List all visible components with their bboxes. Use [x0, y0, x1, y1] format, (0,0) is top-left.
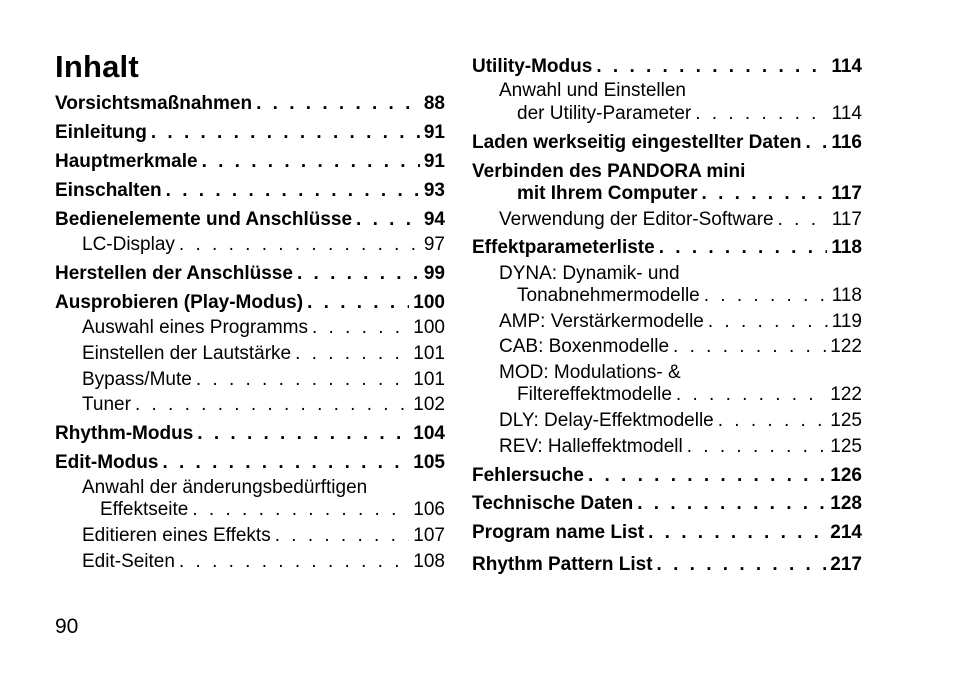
toc-subentry[interactable]: [82, 317, 445, 339]
toc-leader-dots: [659, 237, 828, 259]
toc-leader-dots: [295, 343, 409, 365]
toc-entry-page: 105: [413, 452, 445, 473]
toc-entry-title: Filtereffektmodelle: [517, 384, 672, 405]
toc-leader-dots: [673, 336, 826, 358]
toc-entry-page: 100: [413, 317, 445, 338]
toc-subentry[interactable]: [499, 209, 862, 231]
toc-entry-page: 91: [423, 151, 445, 172]
toc-leader-dots: [179, 234, 420, 256]
toc-subentry[interactable]: [517, 103, 862, 125]
toc-subentry[interactable]: [82, 343, 445, 365]
toc-entry-title: REV: Halleffektmodell: [499, 436, 683, 457]
toc-subentry[interactable]: [499, 263, 862, 285]
toc-leader-dots: [275, 525, 410, 547]
toc-leader-dots: [596, 56, 827, 78]
toc-entry-title: MOD: Modulations- &: [499, 362, 681, 383]
toc-entry-title: Hauptmerkmale: [55, 151, 198, 172]
toc-entry-title: Verbinden des PANDORA mini: [472, 161, 746, 182]
toc-entry[interactable]: [55, 93, 445, 115]
toc-leader-dots: [648, 522, 826, 544]
page-number: 90: [55, 615, 79, 638]
toc-leader-dots: [588, 465, 826, 487]
toc-subentry[interactable]: [499, 311, 862, 333]
toc-entry-page: 91: [423, 122, 445, 143]
toc-entry[interactable]: [55, 122, 445, 144]
toc-entry-page: 217: [830, 554, 862, 575]
toc-entry[interactable]: [55, 263, 445, 285]
toc-entry-title: Bedienelemente und Anschlüsse: [55, 209, 353, 230]
toc-entry-title: Einschalten: [55, 180, 162, 201]
toc-entry-title: AMP: Verstärkermodelle: [499, 311, 704, 332]
toc-leader-dots: [196, 369, 409, 391]
toc-entry-title: Effektparameterliste: [472, 237, 655, 258]
toc-leader-dots: [312, 317, 409, 339]
toc-leader-dots: [307, 292, 409, 314]
toc-entry-title: Tonabnehmermodelle: [517, 285, 700, 306]
toc-entry[interactable]: [55, 452, 445, 474]
toc-entry-title: Herstellen der Anschlüsse: [55, 263, 293, 284]
toc-entry-title: Einstellen der Lautstärke: [82, 343, 292, 364]
toc-leader-dots: [151, 122, 420, 144]
toc-leader-dots: [197, 423, 409, 445]
toc-entry[interactable]: [472, 554, 862, 576]
toc-entry-page: 122: [830, 384, 862, 405]
toc-subentry[interactable]: [499, 80, 862, 102]
toc-subentry[interactable]: [499, 436, 862, 458]
toc-entry-title: Ausprobieren (Play-Modus): [55, 292, 304, 313]
toc-leader-dots: [702, 183, 828, 205]
toc-leader-dots: [778, 209, 828, 231]
toc-leader-dots: [708, 311, 828, 333]
toc-entry[interactable]: [472, 465, 862, 487]
toc-entry-title: Rhythm-Modus: [55, 423, 194, 444]
toc-subentry[interactable]: [517, 384, 862, 406]
toc-entry-page: 99: [423, 263, 445, 284]
toc-entry-title: Anwahl der änderungsbedürftigen: [82, 477, 368, 498]
toc-leader-dots: [166, 180, 420, 202]
toc-leader-dots: [718, 410, 827, 432]
toc-entry-title: Edit-Modus: [55, 452, 159, 473]
toc-entry-title: Vorsichtsmaßnahmen: [55, 93, 253, 114]
toc-entry-page: 118: [831, 285, 862, 306]
toc-entry[interactable]: [55, 423, 445, 445]
toc-entry[interactable]: [472, 237, 862, 259]
toc-entry-page: 107: [413, 525, 445, 546]
toc-entry-page: 125: [830, 436, 862, 457]
toc-entry[interactable]: [55, 209, 445, 231]
page-title: Inhalt: [55, 49, 139, 84]
toc-entry[interactable]: [472, 132, 862, 154]
toc-entry-page: 114: [831, 103, 862, 124]
toc-entry-title: DYNA: Dynamik- und: [499, 263, 680, 284]
toc-subentry[interactable]: [82, 234, 445, 256]
toc-subentry[interactable]: [82, 394, 445, 416]
toc-entry-page: 94: [423, 209, 445, 230]
toc-subentry[interactable]: [82, 525, 445, 547]
toc-entry[interactable]: [55, 151, 445, 173]
toc-entry-page: 117: [831, 183, 862, 204]
toc-subentry[interactable]: [82, 477, 445, 499]
toc-entry-title: CAB: Boxenmodelle: [499, 336, 670, 357]
toc-entry-title: DLY: Delay-Effektmodelle: [499, 410, 714, 431]
toc-entry[interactable]: [55, 292, 445, 314]
toc-entry[interactable]: [55, 180, 445, 202]
toc-entry-title: Anwahl und Einstellen: [499, 80, 686, 101]
toc-entry-page: 102: [413, 394, 445, 415]
toc-entry-title: Verwendung der Editor-Software: [499, 209, 774, 230]
toc-entry[interactable]: [472, 161, 862, 183]
toc-entry-page: 101: [413, 343, 445, 364]
toc-subentry[interactable]: [82, 551, 445, 573]
toc-entry-page: 117: [831, 209, 862, 230]
toc-entry-title: Laden werkseitig eingestellter Daten: [472, 132, 802, 153]
toc-entry-page: 214: [830, 522, 862, 543]
toc-entry-page: 126: [830, 465, 862, 486]
toc-entry-title: Editieren eines Effekts: [82, 525, 271, 546]
toc-entry-page: 104: [413, 423, 445, 444]
toc-leader-dots: [135, 394, 409, 416]
toc-subentry[interactable]: [100, 499, 445, 521]
toc-leader-dots: [637, 493, 826, 515]
toc-entry-page: 122: [830, 336, 862, 357]
toc-leader-dots: [179, 551, 409, 573]
toc-leader-dots: [356, 209, 420, 231]
toc-subentry[interactable]: [82, 369, 445, 391]
toc-entry[interactable]: [472, 493, 862, 515]
toc-entry-title: Utility-Modus: [472, 56, 593, 77]
toc-entry-page: 125: [830, 410, 862, 431]
toc-entry-page: 114: [831, 56, 862, 77]
toc-entry-page: 97: [423, 234, 445, 255]
toc-entry-title: Tuner: [82, 394, 131, 415]
toc-entry-title: Effektseite: [100, 499, 189, 520]
toc-entry-page: 106: [413, 499, 445, 520]
toc-entry-title: Bypass/Mute: [82, 369, 192, 390]
toc-leader-dots: [192, 499, 409, 521]
toc-entry-title: Fehlersuche: [472, 465, 584, 486]
toc-leader-dots: [704, 285, 828, 307]
toc-leader-dots: [297, 263, 420, 285]
toc-entry[interactable]: [472, 522, 862, 544]
toc-subentry[interactable]: [517, 285, 862, 307]
toc-entry-title: Auswahl eines Programms: [82, 317, 308, 338]
toc-subentry[interactable]: [499, 362, 862, 384]
toc-entry-title: LC-Display: [82, 234, 175, 255]
toc-leader-dots: [256, 93, 420, 115]
toc-leader-dots: [805, 132, 827, 154]
toc-entry-title: mit Ihrem Computer: [517, 183, 698, 204]
toc-entry-page: 100: [413, 292, 445, 313]
toc-subentry[interactable]: [499, 336, 862, 358]
toc-entry-page: 101: [413, 369, 445, 390]
toc-subentry[interactable]: [499, 410, 862, 432]
toc-leader-dots: [202, 151, 420, 173]
toc-entry-page: 93: [423, 180, 445, 201]
toc-leader-dots: [687, 436, 827, 458]
toc-entry-page: 88: [423, 93, 445, 114]
toc-entry-page: 116: [831, 132, 862, 153]
toc-entry-page: 118: [831, 237, 862, 258]
toc-leader-dots: [657, 554, 827, 576]
toc-entry-title: Program name List: [472, 522, 645, 543]
toc-leader-dots: [162, 452, 409, 474]
toc-entry-title: Rhythm Pattern List: [472, 554, 653, 575]
toc-entry-page: 108: [413, 551, 445, 572]
toc-entry-title: Edit-Seiten: [82, 551, 175, 572]
toc-entry[interactable]: [517, 183, 862, 205]
toc-entry-title: der Utility-Parameter: [517, 103, 692, 124]
toc-entry-page: 128: [830, 493, 862, 514]
toc-entry-title: Technische Daten: [472, 493, 634, 514]
toc-entry-title: Einleitung: [55, 122, 147, 143]
toc-leader-dots: [676, 384, 826, 406]
toc-leader-dots: [695, 103, 827, 125]
toc-entry[interactable]: [472, 56, 862, 78]
toc-entry-page: 119: [831, 311, 862, 332]
